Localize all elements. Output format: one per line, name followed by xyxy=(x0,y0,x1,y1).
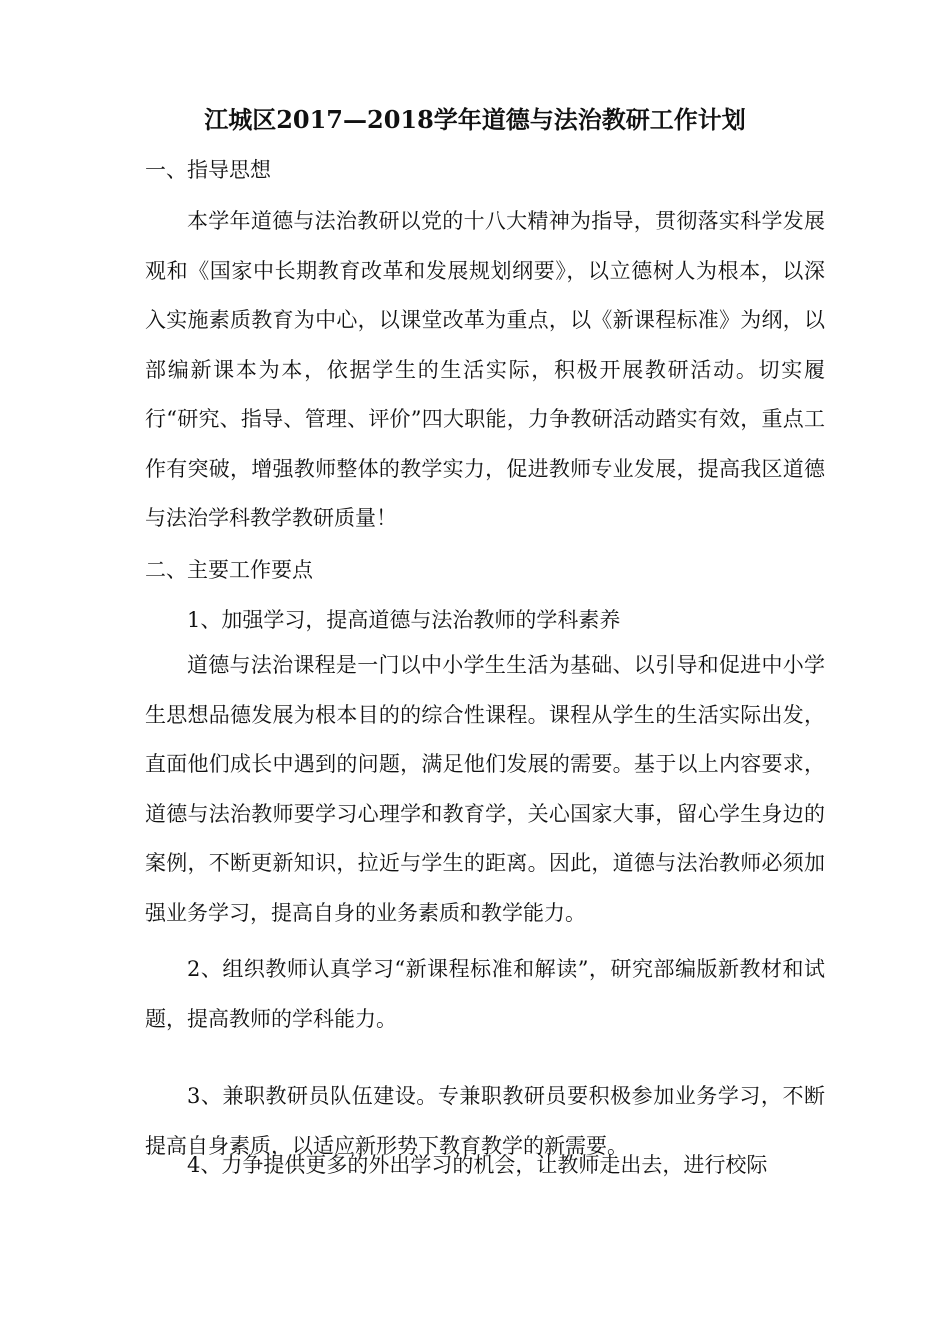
item-heading-strengthen-learning: 1、加强学习，提高道德与法治教师的学科素养 xyxy=(187,608,621,632)
list-item-2: 2、组织教师认真学习“新课程标准和解读”，研究部编版新教材和试题，提高教师的学科能力。 xyxy=(145,957,825,1031)
paragraph-course-description: 道德与法治课程是一门以中小学生生活为基础、以引导和促进中小学生思想品德发展为根本目的的综合性课程。课程从学生的生活实际出发，直面他们成长中遇到的问题，满足他们发展的需要。基于以上内容要求，道德与法治教师要学习心理学和教育学，关心国家大事，留心学生身边的案例，不断更新知识，拉近与学生的距离。因此，道德与法治教师必须加强业务学习，提高自身的业务素质和教学能力。 xyxy=(145,653,825,925)
paragraph-guiding-thought: 本学年道德与法治教研以党的十八大精神为指导，贯彻落实科学发展观和《国家中长期教育改革和发展规划纲要》，以立德树人为根本，以深入实施素质教育为中心，以课堂改革为重点，以《新课程标准》为纲，以部编新课本为本，依据学生的生活实际，积极开展教研活动。切实履行“研究、指导、管理、评价”四大职能，力争教研活动踏实有效，重点工作有突破，增强教师整体的教学实力，促进教师专业发展，提高我区道德与法治学科教学教研质量！ xyxy=(145,209,825,530)
list-item-4: 4、力争提供更多的外出学习的机会，让教师走出去，进行校际 xyxy=(187,1153,768,1177)
list-item-3: 3、兼职教研员队伍建设。专兼职教研员要积极参加业务学习，不断提高自身素质，以适应新形势下教育教学的新需要。 xyxy=(145,1084,825,1158)
section-heading-main-work: 二、主要工作要点 xyxy=(145,558,313,582)
section-heading-guiding-thought: 一、指导思想 xyxy=(145,158,271,182)
document-title: 江城区2017—2018学年道德与法治教研工作计划 xyxy=(204,105,746,134)
